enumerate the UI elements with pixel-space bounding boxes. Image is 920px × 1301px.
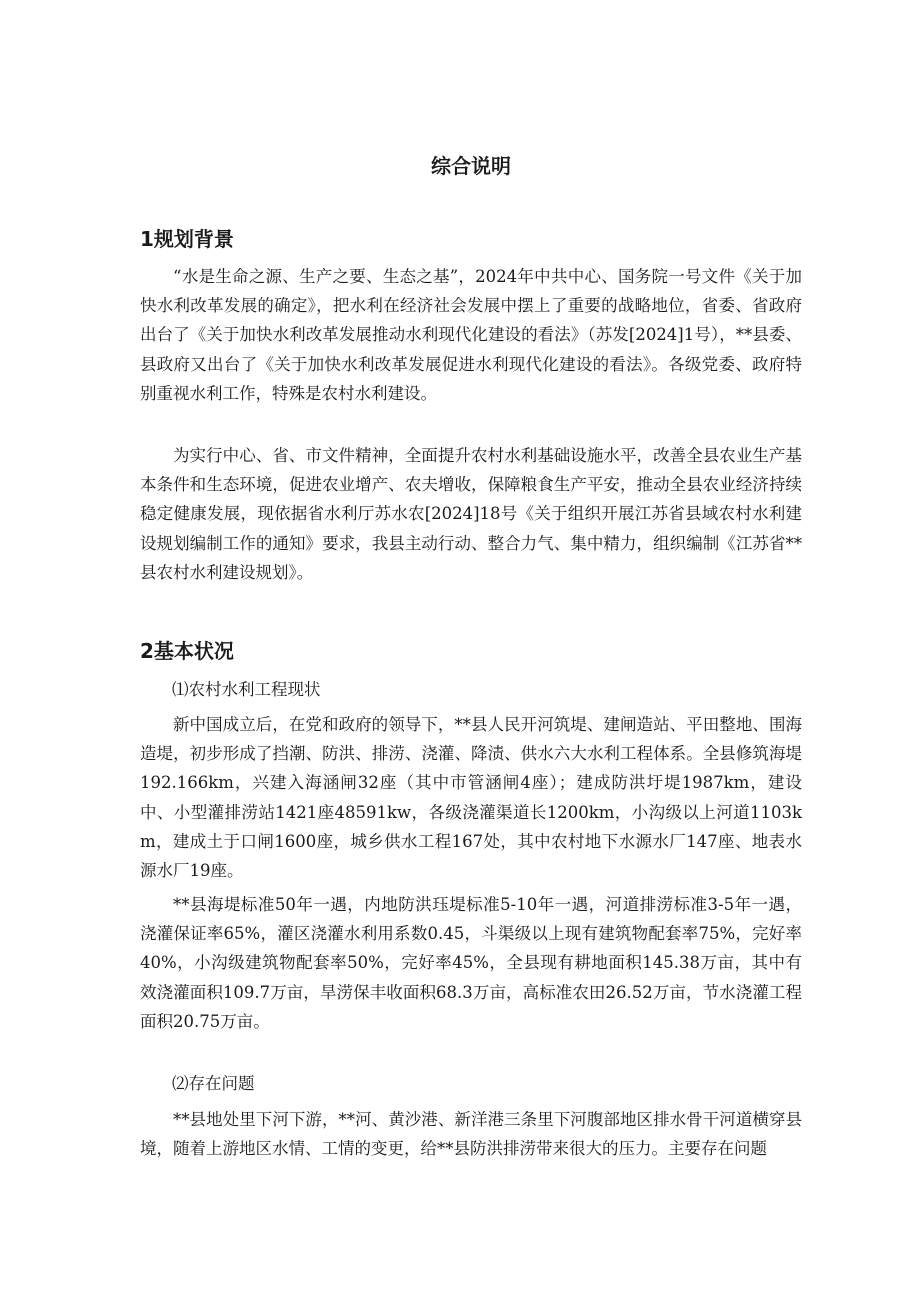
document-title: 综合说明 bbox=[431, 154, 511, 178]
section-heading-basic-status: 2基本状况 bbox=[140, 639, 234, 663]
paragraph-problems-1: **县地处里下河下游，**河、黄沙港、新洋港三条里下河腹部地区排水骨干河道横穿县境，随着上游地区水情、工情的变更，给**县防洪排涝带来很大的压力。主要存在问题 bbox=[140, 1110, 802, 1159]
paragraph-current-works-2: **县海堤标准50年一遇，内地防洪珏堤标准5-10年一遇，河道排涝标准3-5年一遇，浇灌保证率65%，灌区浇灌水利用系数0.45，斗渠级以上现有建筑物配套率75%，完好率40%，小沟级建筑物配套率50%，完好率45%，全县现有耕地面积145.38万亩，其中有效浇灌面积109.7万亩，旱涝保丰收面积68.3万亩，高标准农田26.52万亩，节水浇灌工程面积20.75万亩。 bbox=[140, 895, 802, 1031]
paragraph-background-2: 为实行中心、省、市文件精神，全面提升农村水利基础设施水平，改善全县农业生产基本条件和生态环境，促进农业增产、农夫增收，保障粮食生产平安，推动全县农业经济持续稳定健康发展，现依据省水利厅苏水农[2024]18号《关于组织开展江苏省县域农村水利建设规划编制工作的通知》要求，我县主动行动、整合力气、集中精力，组织编制《江苏省**县农村水利建设规划》。 bbox=[140, 446, 802, 582]
subsection-label-current-works: ⑴农村水利工程现状 bbox=[172, 680, 321, 699]
paragraph-background-1: “水是生命之源、生产之要、生态之基”，2024年中共中心、国务院一号文件《关于加快水利改革发展的确定》，把水利在经济社会发展中摆上了重要的战略地位，省委、省政府出台了《关于加快水利改革发展推动水利现代化建设的看法》（苏发[2024]1号），**县委、县政府又出台了《关于加快水利改革发展促进水利现代化建设的看法》。各级党委、政府特别重视水利工作，特殊是农村水利建设。 bbox=[140, 267, 802, 403]
section-heading-background: 1规划背景 bbox=[140, 227, 234, 251]
paragraph-current-works-1: 新中国成立后，在党和政府的领导下，**县人民开河筑堤、建闸造站、平田整地、围海造堤，初步形成了挡潮、防洪、排涝、浇灌、降渍、供水六大水利工程体系。全县修筑海堤192.166km，兴建入海涵闸32座（其中市管涵闸4座）；建成防洪圩堤1987km，建设中、小型灌排涝站1421座48591kw，各级浇灌渠道长1200km，小沟级以上河道1103km，建成土于口闸1600座，城乡供水工程167处，其中农村地下水源水厂147座、地表水源水厂19座。 bbox=[140, 715, 802, 881]
subsection-label-problems: ⑵存在问题 bbox=[172, 1074, 255, 1093]
